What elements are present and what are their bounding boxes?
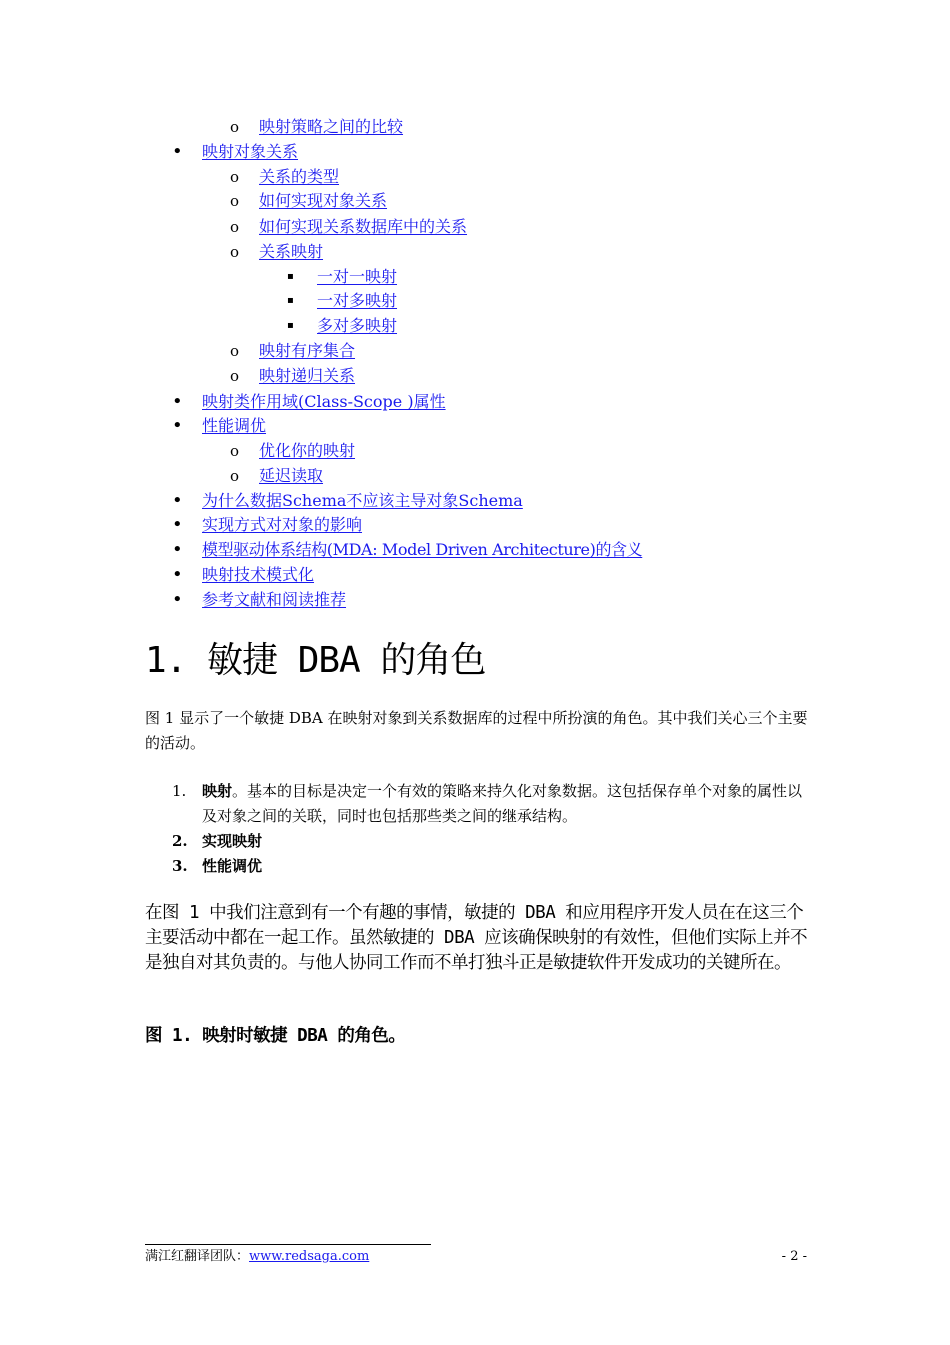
toc-link[interactable]: 关系的类型: [259, 167, 340, 186]
toc-item[interactable]: [230, 166, 340, 188]
toc-link[interactable]: 如何实现对象关系: [259, 191, 388, 210]
list-item-title: 实现映射: [202, 832, 263, 850]
toc-item[interactable]: [287, 290, 398, 312]
toc-item[interactable]: [230, 190, 388, 212]
bullet-icon: •: [172, 564, 183, 585]
bullet-icon: •: [172, 539, 183, 560]
hollow-bullet-icon: o: [230, 118, 240, 136]
toc-item[interactable]: [172, 391, 446, 413]
bullet-icon: •: [172, 415, 183, 436]
list-item: [145, 829, 810, 854]
list-number: 3.: [172, 857, 188, 875]
figure-caption: 图 1. 映射时敏捷 DBA 的角色。: [145, 1026, 406, 1046]
toc-item[interactable]: [230, 216, 468, 238]
section-heading: 1. 敏捷 DBA 的角色: [145, 640, 486, 681]
toc-link[interactable]: 多对多映射: [317, 316, 398, 335]
square-bullet-icon: ▪: [287, 271, 294, 282]
intro-paragraph: 图 1 显示了一个敏捷 DBA 在映射对象到关系数据库的过程中所扮演的角色。其中我们关心三个主要的活动。: [145, 709, 808, 752]
list-item-title: 性能调优: [202, 857, 263, 875]
list-number: 1.: [172, 782, 187, 800]
activity-list: [145, 779, 810, 879]
toc-item[interactable]: [230, 340, 356, 362]
toc-link[interactable]: 映射对象关系: [202, 142, 299, 161]
toc-item[interactable]: [172, 415, 267, 437]
footer-link[interactable]: www.redsaga.com: [249, 1249, 370, 1264]
toc-link[interactable]: 参考文献和阅读推荐: [202, 590, 347, 609]
hollow-bullet-icon: o: [230, 342, 240, 360]
toc-item[interactable]: [230, 241, 324, 263]
toc-item[interactable]: [230, 465, 324, 487]
toc-link[interactable]: 映射技术模式化: [202, 565, 315, 584]
toc-link[interactable]: 优化你的映射: [259, 441, 356, 460]
hollow-bullet-icon: o: [230, 168, 240, 186]
toc-item[interactable]: [287, 315, 398, 337]
list-number: 2.: [172, 832, 188, 850]
toc-item[interactable]: [172, 514, 363, 536]
toc-link[interactable]: 如何实现关系数据库中的关系: [259, 217, 468, 236]
square-bullet-icon: ▪: [287, 320, 294, 331]
toc-link[interactable]: 模型驱动体系结构(MDA: Model Driven Architecture)的含义: [202, 540, 643, 559]
toc-item[interactable]: [230, 440, 356, 462]
toc-link[interactable]: 延迟读取: [259, 466, 324, 485]
hollow-bullet-icon: o: [230, 442, 240, 460]
toc-item[interactable]: [172, 539, 643, 561]
list-item-title: 映射: [202, 782, 233, 800]
list-item-desc: 。基本的目标是决定一个有效的策略来持久化对象数据。这包括保存单个对象的属性以及对象之间的关联，同时也包括那些类之间的继承结构。: [202, 782, 803, 825]
footer-credit: [145, 1248, 369, 1266]
toc-link[interactable]: 映射类作用域(Class-Scope )属性: [202, 392, 446, 411]
hollow-bullet-icon: o: [230, 367, 240, 385]
toc-item[interactable]: [287, 266, 398, 288]
footer-divider: [145, 1244, 431, 1245]
hollow-bullet-icon: o: [230, 218, 240, 236]
toc-link[interactable]: 为什么数据Schema不应该主导对象Schema: [202, 491, 523, 510]
hollow-bullet-icon: o: [230, 243, 240, 261]
toc-link[interactable]: 一对一映射: [317, 267, 398, 286]
bullet-icon: •: [172, 589, 183, 610]
list-item: [145, 779, 810, 829]
square-bullet-icon: ▪: [287, 295, 294, 306]
page-number: - 2 -: [781, 1249, 807, 1264]
toc-item[interactable]: [172, 589, 347, 611]
toc-item[interactable]: [230, 116, 404, 138]
body-paragraph: 在图 1 中我们注意到有一个有趣的事情，敏捷的 DBA 和应用程序开发人员在在这三个主要活动中都在一起工作。虽然敏捷的 DBA 应该确保映射的有效性，但他们实际上并不是独自对其负责的。与他人协同工作而不单打独斗正是敏捷软件开发成功的关键所在。: [145, 903, 808, 973]
bullet-icon: •: [172, 514, 183, 535]
toc-item[interactable]: [172, 141, 299, 163]
bullet-icon: •: [172, 490, 183, 511]
list-item: [145, 854, 810, 879]
toc-link[interactable]: 实现方式对对象的影响: [202, 515, 363, 534]
toc-link[interactable]: 映射有序集合: [259, 341, 356, 360]
bullet-icon: •: [172, 391, 183, 412]
toc-item[interactable]: [230, 365, 356, 387]
bullet-icon: •: [172, 141, 183, 162]
toc-link[interactable]: 性能调优: [202, 416, 267, 435]
toc-link[interactable]: 映射递归关系: [259, 366, 356, 385]
toc-link[interactable]: 一对多映射: [317, 291, 398, 310]
footer-label: 满江红翻译团队：: [145, 1249, 250, 1264]
hollow-bullet-icon: o: [230, 467, 240, 485]
toc-item[interactable]: [172, 490, 523, 512]
toc-link[interactable]: 关系映射: [259, 242, 324, 261]
toc-item[interactable]: [172, 564, 315, 586]
toc-link[interactable]: 映射策略之间的比较: [259, 117, 404, 136]
hollow-bullet-icon: o: [230, 192, 240, 210]
